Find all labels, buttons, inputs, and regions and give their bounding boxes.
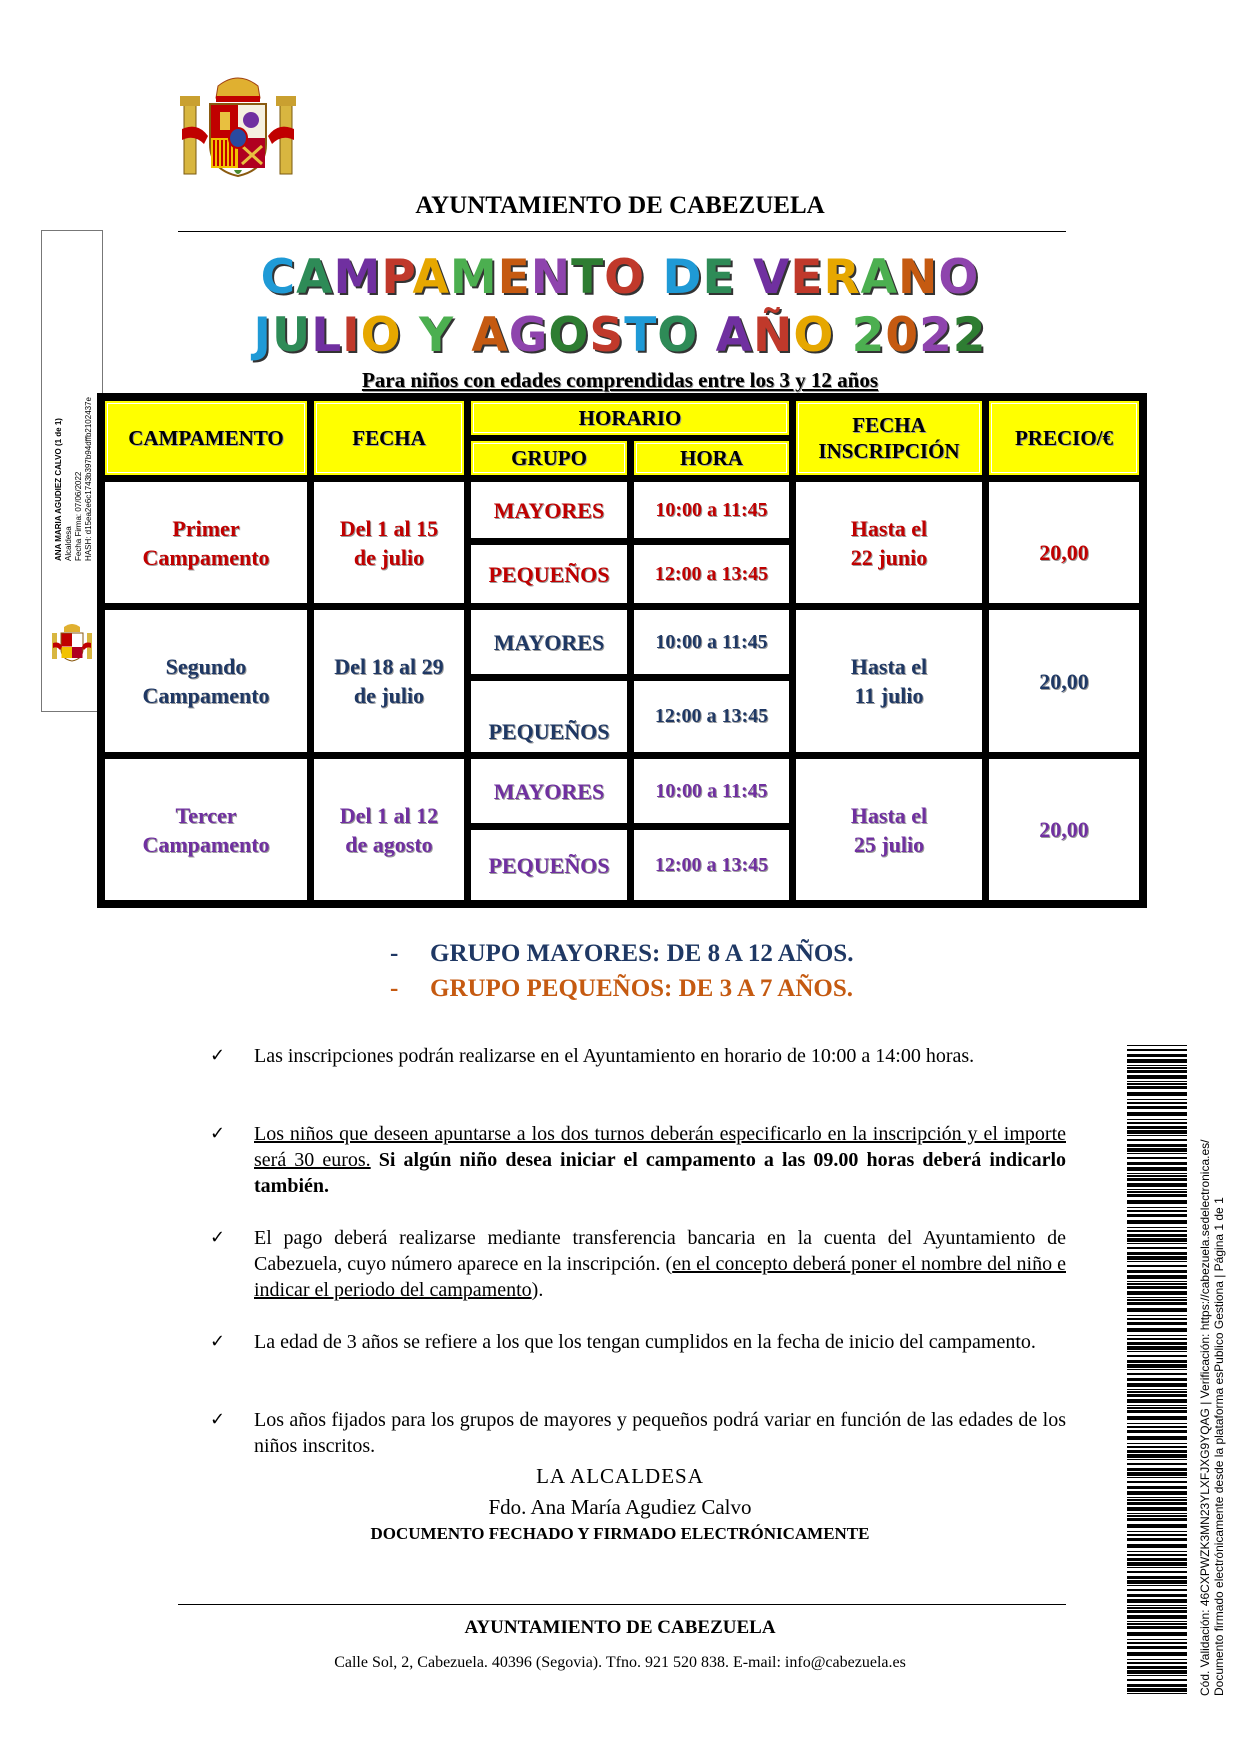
barcode-bar (1127, 1075, 1187, 1079)
title-dates-letter: 2 (952, 308, 987, 363)
title-camp-letter: A (296, 250, 334, 305)
row2-fecha-line1: Del 18 al 29 (334, 654, 444, 679)
row1-campamento (103, 480, 309, 605)
barcode-bar (1127, 1355, 1187, 1357)
row3-grupo-mayores: MAYORES (469, 757, 629, 825)
barcode-bar (1127, 1534, 1187, 1536)
row1-fecha-line1: Del 1 al 15 (339, 515, 439, 541)
row3-camp-line2: Campamento (142, 831, 270, 857)
barcode-bar (1127, 1045, 1187, 1046)
barcode-bar (1127, 1554, 1187, 1556)
barcode-bar (1127, 1551, 1187, 1552)
note-3-text (254, 1225, 1066, 1303)
title-camp-letter: T (571, 250, 605, 305)
row1-precio: 20,00 (987, 480, 1141, 605)
barcode-bar (1127, 1167, 1187, 1171)
barcode-bar (1127, 1562, 1187, 1566)
barcode-bar (1127, 1122, 1187, 1124)
title-dates-letter: J (253, 308, 273, 363)
barcode-bar (1127, 1102, 1187, 1104)
row2-grupo-pequenos: PEQUEÑOS (469, 679, 629, 754)
barcode-bar (1127, 1119, 1187, 1120)
barcode-icon (1127, 1045, 1187, 1700)
barcode-bar (1127, 1130, 1187, 1134)
check-icon: ✓ (210, 1227, 226, 1248)
note-3-part-b: ). (531, 1279, 544, 1301)
row3-precio: 20,00 (987, 757, 1141, 902)
barcode-bar (1127, 1383, 1187, 1387)
row1-fecha (312, 480, 466, 605)
row3-insc-line2: 25 julio (853, 831, 925, 857)
barcode-bar (1127, 1054, 1187, 1057)
row3-camp-line1: Tercer (175, 802, 237, 828)
barcode-bar (1127, 1157, 1187, 1159)
barcode-bar (1127, 1173, 1187, 1174)
barcode-bar (1127, 1416, 1187, 1420)
barcode-bar (1127, 1322, 1187, 1325)
row1-hora-mayores: 10:00 a 11:45 (632, 480, 791, 540)
barcode-bar (1127, 1200, 1187, 1204)
barcode-bar (1127, 1191, 1187, 1193)
barcode-bar (1127, 1308, 1187, 1312)
group-mayores-dash: - (390, 940, 399, 967)
header-campamento: CAMPAMENTO (103, 399, 309, 477)
title-dates-letter: L (311, 308, 343, 363)
title-camp-letter: N (530, 250, 572, 305)
header-fecha: FECHA (312, 399, 466, 477)
verification-info (1198, 1046, 1226, 1696)
barcode-bar (1127, 1162, 1187, 1165)
header-horario: HORARIO (469, 399, 791, 437)
title-line-2 (170, 308, 1070, 364)
barcode-bar (1127, 1652, 1187, 1656)
barcode-bar (1127, 1670, 1187, 1674)
row1-camp-line2: Campamento (142, 544, 270, 570)
barcode-bar (1127, 1639, 1187, 1640)
barcode-bar (1127, 1092, 1187, 1096)
title-dates-letter: O (548, 308, 590, 363)
row3-hora-mayores: 10:00 a 11:45 (632, 757, 791, 825)
row1-camp-line1: Primer (172, 515, 240, 541)
title-camp-letter: M (449, 250, 498, 305)
barcode-bar (1127, 1621, 1187, 1622)
barcode-bar (1127, 1328, 1187, 1332)
row1-hora-pequenos: 12:00 a 13:45 (632, 543, 791, 605)
barcode-bar (1127, 1684, 1187, 1687)
barcode-bar (1127, 1594, 1187, 1597)
barcode-bar (1127, 1086, 1187, 1089)
barcode-bar (1127, 1675, 1187, 1676)
barcode-bar (1127, 1373, 1187, 1375)
barcode-bar (1127, 1538, 1187, 1541)
barcode-bar (1127, 1083, 1187, 1085)
barcode-bar (1127, 1099, 1187, 1100)
barcode-bar (1127, 1175, 1187, 1177)
note-4-text: La edad de 3 años se refiere a los que los tengan cumplidos en la fecha de inicio del campamento. (254, 1331, 1036, 1353)
barcode-bar (1127, 1477, 1187, 1478)
barcode-bar (1127, 1459, 1187, 1460)
barcode-bar (1127, 1423, 1187, 1424)
title-dates-text (254, 308, 987, 363)
barcode-bar (1127, 1378, 1187, 1381)
signature-stamp: DOCUMENTO FECHADO Y FIRMADO ELECTRÓNICAMENTE (370, 1524, 870, 1543)
barcode-bar (1127, 1286, 1187, 1289)
barcode-bar (1127, 1369, 1187, 1370)
row2-hora-mayores: 10:00 a 11:45 (632, 608, 791, 676)
barcode-bar (1127, 1472, 1187, 1476)
barcode-bar (1127, 1261, 1187, 1262)
signer-role: Alcaldesa (64, 526, 73, 561)
barcode-bar (1127, 1580, 1187, 1584)
barcode-bar (1127, 1679, 1187, 1681)
row2-insc-line2: 11 julio (854, 683, 924, 708)
row3-campamento (103, 757, 309, 902)
barcode-bar (1127, 1364, 1187, 1368)
barcode-bar (1127, 1693, 1187, 1694)
barcode-bar (1127, 1407, 1187, 1409)
footer-title: AYUNTAMIENTO DE CABEZUELA (464, 1617, 776, 1638)
barcode-bar (1127, 1524, 1187, 1528)
barcode-bar (1127, 1148, 1187, 1152)
note-2-bold: Si algún niño desea iniciar el campamento a las 09.00 horas deberá indicarlo también. (254, 1149, 1066, 1197)
row2-campamento (103, 608, 309, 754)
verification-line-2: Documento firmado electrónicamente desde la plataforma esPublico Gestiona | Página 1 de 1 (1212, 1197, 1226, 1696)
row2-hora-pequenos: 12:00 a 13:45 (632, 679, 791, 754)
barcode-bar (1127, 1515, 1187, 1517)
barcode-bar (1127, 1351, 1187, 1352)
barcode-bar (1127, 1302, 1187, 1305)
check-icon: ✓ (210, 1123, 226, 1144)
electronic-signature-box (41, 230, 103, 712)
title-dates-letter: O (793, 308, 835, 363)
barcode-bar (1127, 1405, 1187, 1406)
subtitle: Para niños con edades comprendidas entre los 3 y 12 años (361, 368, 879, 392)
barcode-bar (1127, 1265, 1187, 1267)
title-dates-letter: O (657, 308, 699, 363)
barcode-bar (1127, 1646, 1187, 1649)
barcode-bar (1127, 1210, 1187, 1212)
barcode-bar (1127, 1227, 1187, 1228)
note-3-part-a: El pago deberá realizarse mediante transferencia bancaria en la cuenta del Ayuntamiento de Cabezuela, cuyo número aparece en la inscripción. ( (254, 1227, 1066, 1275)
barcode-bar (1127, 1443, 1187, 1444)
barcode-bar (1127, 1153, 1187, 1154)
barcode-bar (1127, 1049, 1187, 1051)
barcode-bar (1127, 1589, 1187, 1591)
barcode-bar (1127, 1607, 1187, 1609)
note-5-text: Los años fijados para los grupos de mayores y pequeños podrá variar en función de las edades de los niños inscritos. (254, 1409, 1066, 1457)
row2-precio: 20,00 (987, 608, 1141, 754)
barcode-bar (1127, 1178, 1187, 1181)
title-camp-letter (645, 250, 662, 305)
title-camp-letter: A (860, 250, 899, 305)
header-grupo: GRUPO (469, 439, 629, 477)
row1-insc-line1: Hasta el (850, 515, 928, 541)
barcode-bar (1127, 1502, 1187, 1505)
row3-insc-line1: Hasta el (850, 802, 928, 828)
barcode-bar (1127, 1410, 1187, 1413)
barcode-bar (1127, 1491, 1187, 1495)
barcode-bar (1127, 1338, 1187, 1340)
row1-insc-line2: 22 junio (850, 544, 928, 570)
barcode-bar (1127, 1659, 1187, 1660)
header-precio: PRECIO/€ (987, 399, 1141, 477)
note-2-underlined: Los niños que deseen apuntarse a los dos turnos deberán especificarlo en la inscripción y el importe será 30 euros. (254, 1123, 1066, 1171)
barcode-bar (1127, 1394, 1187, 1397)
group-pequenos-text: GRUPO PEQUEÑOS: DE 3 A 7 AÑOS. (430, 975, 853, 1002)
barcode-bar (1127, 1558, 1187, 1561)
barcode-bar (1127, 1446, 1187, 1448)
barcode-bar (1127, 1576, 1187, 1579)
check-icon: ✓ (210, 1045, 226, 1066)
barcode-bar (1127, 1567, 1187, 1568)
barcode-bar (1127, 1571, 1187, 1573)
barcode-bar (1127, 1486, 1187, 1489)
barcode-bar (1127, 1297, 1187, 1298)
row3-fecha-line1: Del 1 al 12 (339, 802, 439, 828)
small-coat-of-arms-icon (50, 623, 94, 663)
barcode-bar (1127, 1281, 1187, 1282)
signature-hash: HASH: d15ea2e6c1743b397b94dffb2102437e (84, 397, 93, 561)
barcode-bar (1127, 1270, 1187, 1273)
barcode-bar (1127, 1252, 1187, 1255)
barcode-bar (1127, 1518, 1187, 1521)
barcode-bar (1127, 1662, 1187, 1664)
title-camp-letter: M (333, 250, 382, 305)
signature-text (54, 231, 94, 561)
title-dates-letter: T (624, 308, 658, 363)
row3-fecha-line2: de agosto (345, 831, 433, 857)
barcode-bar (1127, 1194, 1187, 1197)
row2-fecha (312, 608, 466, 754)
barcode-bar (1127, 1220, 1187, 1224)
barcode-bar (1127, 1497, 1187, 1498)
barcode-bar (1127, 1399, 1187, 1403)
row2-grupo-mayores: MAYORES (469, 608, 629, 676)
row2-camp-line2: Campamento (142, 683, 270, 708)
title-camp-letter: E (790, 250, 824, 305)
note-2-text (254, 1121, 1066, 1199)
barcode-bar (1127, 1234, 1187, 1237)
title-dates-letter (402, 308, 419, 363)
barcode-bar (1127, 1610, 1187, 1613)
barcode-bar (1127, 1230, 1187, 1232)
signature-date: Fecha Firma: 07/06/2022 (74, 471, 83, 561)
note-3-underlined: en el concepto deberá poner el nombre del niño e indicar el periodo del campamento (254, 1253, 1066, 1301)
barcode-bar (1127, 1189, 1187, 1190)
header-fecha-inscripcion (794, 399, 984, 477)
barcode-bar (1127, 1468, 1187, 1471)
group-mayores (390, 937, 1090, 971)
barcode-bar (1127, 1112, 1187, 1116)
title-dates-letter: A (471, 308, 509, 363)
barcode-bar (1127, 1144, 1187, 1147)
header-divider (178, 231, 1066, 232)
title-dates-letter (698, 308, 715, 363)
title-camp-letter: D (662, 250, 703, 305)
barcode-bar (1127, 1389, 1187, 1390)
title-dates-letter: 0 (885, 308, 920, 363)
barcode-bar (1127, 1531, 1187, 1532)
title-camp-letter: E (702, 250, 736, 305)
barcode-bar (1127, 1688, 1187, 1692)
barcode-bar (1127, 1599, 1187, 1603)
footer-address: Calle Sol, 2, Cabezuela. 40396 (Segovia). Tfno. 921 520 838. E-mail: info@cabezuela.es (334, 1654, 906, 1671)
barcode-bar (1127, 1360, 1187, 1363)
barcode-bar (1127, 1067, 1187, 1069)
title-camp-text (261, 250, 980, 305)
title-camp-letter: C (260, 250, 297, 305)
barcode-bar (1127, 1183, 1187, 1187)
row2-fecha-line2: de julio (353, 683, 425, 708)
barcode-bar (1127, 1275, 1187, 1279)
title-dates-letter: 2 (919, 308, 953, 363)
row2-inscripcion (794, 608, 984, 754)
title-camp-letter: A (412, 250, 450, 305)
barcode-bar (1127, 1499, 1187, 1501)
barcode-bar (1127, 1605, 1187, 1606)
title-dates-letter: O (360, 308, 402, 363)
barcode-bar (1127, 1623, 1187, 1625)
title-dates-letter: G (508, 308, 549, 363)
barcode-bar (1127, 1544, 1187, 1548)
barcode-bar (1127, 1463, 1187, 1465)
row3-fecha (312, 757, 466, 902)
barcode-bar (1127, 1291, 1187, 1295)
row3-inscripcion (794, 757, 984, 902)
row3-grupo-pequenos: PEQUEÑOS (469, 828, 629, 902)
row2-camp-line1: Segundo (165, 654, 247, 679)
row1-fecha-line2: de julio (353, 544, 425, 570)
title-camp-letter: N (898, 250, 939, 305)
barcode-bar (1127, 1507, 1187, 1511)
barcode-bar (1127, 1135, 1187, 1136)
title-camp-letter: P (381, 250, 413, 305)
row1-grupo-mayores: MAYORES (469, 480, 629, 540)
barcode-bar (1127, 1106, 1187, 1109)
check-icon: ✓ (210, 1409, 226, 1430)
barcode-bar (1127, 1065, 1187, 1066)
barcode-bar (1127, 1247, 1187, 1249)
barcode-bar (1127, 1426, 1187, 1428)
title-dates-letter: U (272, 308, 312, 363)
title-dates-letter: Y (418, 308, 455, 363)
title-dates-letter: 2 (851, 308, 886, 363)
barcode-bar (1127, 1299, 1187, 1301)
signature-name: Fdo. Ana María Agudiez Calvo (488, 1495, 752, 1519)
header-hora: HORA (632, 439, 791, 477)
barcode-bar (1127, 1391, 1187, 1393)
barcode-bar (1127, 1642, 1187, 1644)
row1-inscripcion (794, 480, 984, 605)
barcode-bar (1127, 1256, 1187, 1260)
signature-role: LA ALCALDESA (536, 1464, 704, 1488)
barcode-bar (1127, 1454, 1187, 1458)
group-mayores-text: GRUPO MAYORES: DE 8 A 12 AÑOS. (430, 940, 854, 967)
title-camp-letter: R (823, 250, 861, 305)
title-camp-letter: V (752, 250, 791, 305)
group-pequenos-dash: - (390, 975, 399, 1002)
title-camp-letter: O (938, 250, 980, 305)
barcode-bar (1127, 1214, 1187, 1217)
barcode-bar (1127, 1126, 1187, 1129)
footer-divider (178, 1604, 1066, 1605)
barcode-bar (1127, 1626, 1187, 1629)
row2-insc-line1: Hasta el (850, 654, 928, 679)
check-icon: ✓ (210, 1331, 226, 1352)
title-dates-letter (454, 308, 471, 363)
barcode-bar (1127, 1430, 1187, 1433)
title-camp-letter: O (604, 250, 646, 305)
group-pequenos (390, 972, 1090, 1006)
title-dates-letter: S (589, 308, 625, 363)
barcode-bar (1127, 1666, 1187, 1669)
barcode-bar (1127, 1059, 1187, 1063)
title-line-1 (170, 250, 1070, 306)
barcode-bar (1127, 1207, 1187, 1208)
header-title: AYUNTAMIENTO DE CABEZUELA (415, 192, 825, 219)
barcode-bar (1127, 1585, 1187, 1586)
schedule-table (97, 393, 1147, 908)
title-dates-letter: I (342, 308, 361, 363)
barcode-bar (1127, 1315, 1187, 1316)
verification-line-1: Cód. Validación: 46CXPWZK3MN23YLXFJXG9YQAG | Verificación: https://cabezuela.sedelectronica.es/ (1198, 1139, 1212, 1696)
row1-grupo-pequenos: PEQUEÑOS (469, 543, 629, 605)
barcode-bar (1127, 1238, 1187, 1242)
barcode-bar (1127, 1243, 1187, 1244)
barcode-bar (1127, 1283, 1187, 1285)
title-dates-letter (834, 308, 851, 363)
note-1-text: Las inscripciones podrán realizarse en el Ayuntamiento en horario de 10:00 a 14:00 horas. (254, 1045, 975, 1067)
barcode-bar (1127, 1436, 1187, 1440)
barcode-bar (1127, 1513, 1187, 1514)
coat-of-arms-icon (178, 74, 298, 184)
barcode-bar (1127, 1450, 1187, 1453)
row3-hora-pequenos: 12:00 a 13:45 (632, 828, 791, 902)
title-dates-letter: A (715, 308, 753, 363)
barcode-bar (1127, 1335, 1187, 1336)
barcode-bar (1127, 1481, 1187, 1483)
signer-name: ANA MARIA AGUDIEZ CALVO (1 de 1) (54, 418, 63, 561)
barcode-bar (1127, 1081, 1187, 1082)
barcode-bar (1127, 1070, 1187, 1073)
barcode-bar (1127, 1615, 1187, 1619)
header-fecha-inscripcion-line1: FECHA (852, 413, 926, 437)
notes-list (210, 1043, 1066, 1463)
barcode-bar (1127, 1342, 1187, 1345)
title-dates-letter: Ñ (752, 308, 794, 363)
title-camp-letter: E (497, 250, 531, 305)
header-fecha-inscripcion-line2: INSCRIPCIÓN (818, 439, 960, 463)
title-camp-letter (736, 250, 753, 305)
barcode-bar (1127, 1632, 1187, 1636)
barcode-bar (1127, 1318, 1187, 1320)
barcode-bar (1127, 1346, 1187, 1350)
barcode-bar (1127, 1139, 1187, 1141)
